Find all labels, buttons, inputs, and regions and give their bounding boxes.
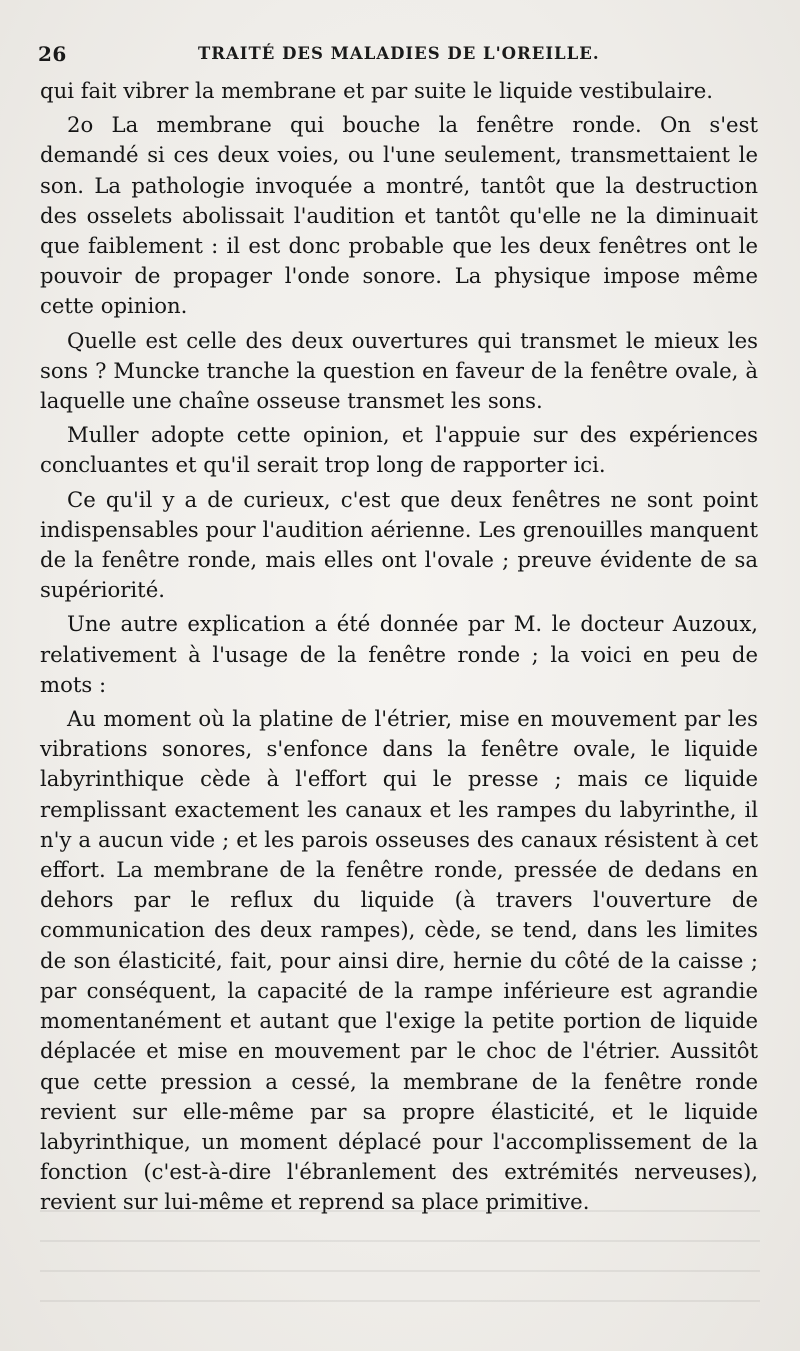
paragraph-auzoux-intro: Une autre explication a été donnée par M. le docteur Auzoux, relativement à l'usage de la fenêtre ronde ; la voici en peu de mots : bbox=[40, 611, 758, 697]
paragraph-frogs: Ce qu'il y a de curieux, c'est que deux fenêtres ne sont point indispensables pour l'audition aérienne. Les grenouilles manquent de la fenêtre ronde, mais elles ont l'ovale ; preuve évidente de sa supériorité. bbox=[40, 486, 758, 603]
running-header bbox=[38, 42, 760, 68]
paragraph-muncke: Quelle est celle des deux ouvertures qui transmet le mieux les sons ? Muncke tranche la question en faveur de la fenêtre ovale, à laquelle une chaîne osseuse transmet les sons. bbox=[40, 327, 758, 414]
show-through-bleed bbox=[40, 1210, 760, 1330]
paragraph-muller: Muller adopte cette opinion, et l'appuie sur des expériences concluantes et qu'il serait trop long de rapporter ici. bbox=[40, 422, 758, 478]
paragraph-auzoux-explanation: Au moment où la platine de l'étrier, mise en mouvement par les vibrations sonores, s'enfonce dans la fenêtre ovale, le liquide labyrinthique cède à l'effort qui le presse ; mais ce liquide remplissant exactement les canaux et les rampes du labyrinthe, il n'y a aucun vide ; et les parois osseuses des canaux résistent à cet effort. La membrane de la fenêtre ronde, pressée de dedans en dehors par le reflux du liquide (à travers l'ouverture de communication des deux rampes), cède, se tend, dans les limites de son élasticité, fait, pour ainsi dire, hernie du côté de la caisse ; par conséquent, la capacité de la rampe inférieure est agrandie momentanément et autant que l'exige la petite portion de liquide déplacée et mise en mouvement par le choc de l'étrier. Aussitôt que cette pression a cessé, la membrane de la fenêtre ronde revient sur elle-même par sa propre élasticité, et le liquide labyrinthique, un moment déplacé pour l'accomplissement de la fonction (c'est-à-dire l'ébranlement des extrémités nerveuses), revient sur lui-même et reprend sa place primitive. bbox=[40, 706, 758, 1215]
body-text bbox=[40, 76, 758, 1222]
paragraph-continuation: qui fait vibrer la membrane et par suite le liquide vestibulaire. bbox=[40, 78, 713, 103]
running-title: TRAITÉ DES MALADIES DE L'OREILLE. bbox=[198, 44, 600, 63]
page-number: 26 bbox=[38, 42, 67, 66]
paragraph-round-window: 2o La membrane qui bouche la fenêtre ronde. On s'est demandé si ces deux voies, ou l'une seulement, transmettaient le son. La pathologie invoquée a montré, tantôt que la destruction des osselets abolissait l'audition et tantôt qu'elle ne la diminuait que faiblement : il est donc probable que les deux fenêtres ont le pouvoir de propager l'onde sonore. La physique impose même cette opinion. bbox=[40, 112, 758, 319]
